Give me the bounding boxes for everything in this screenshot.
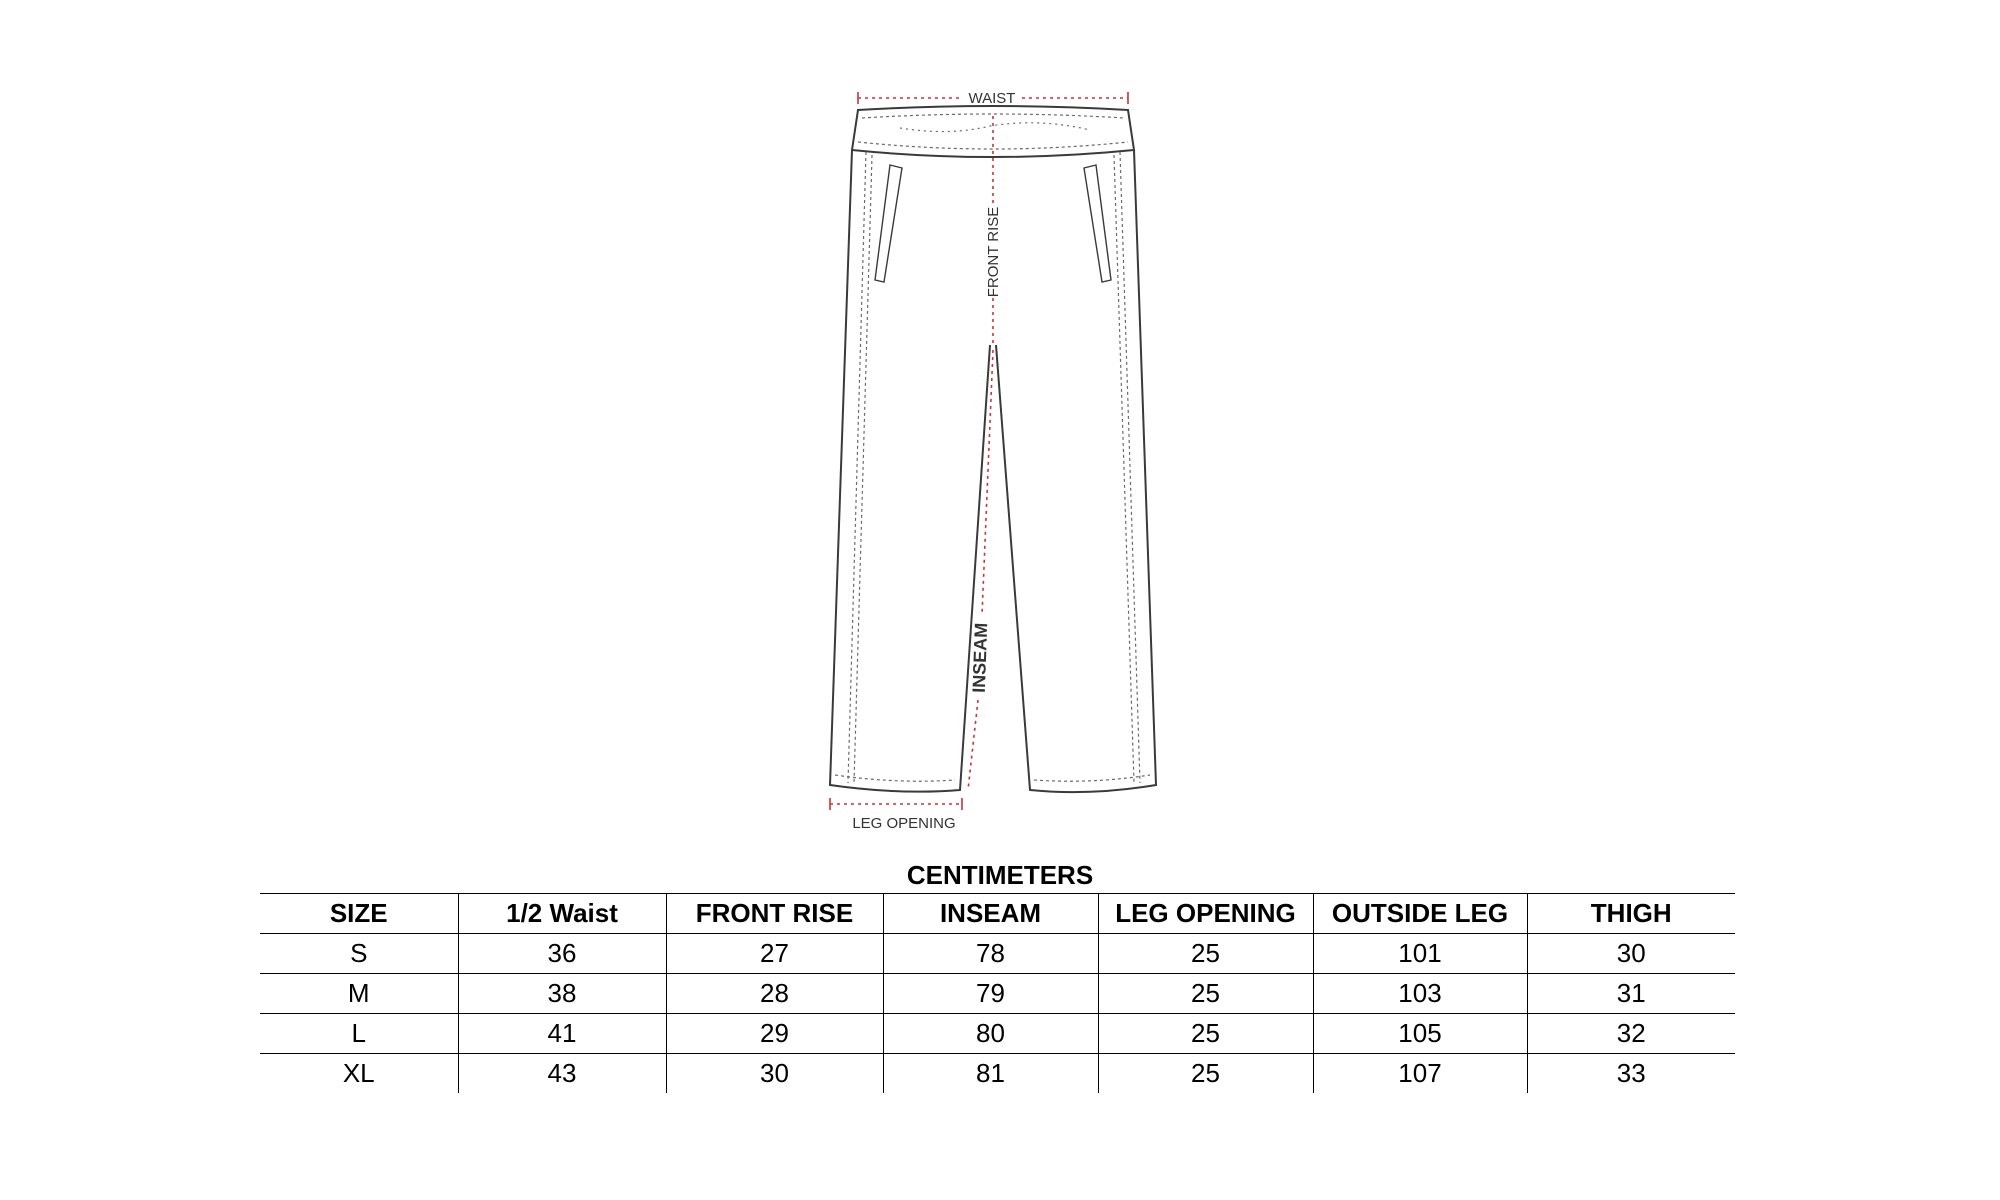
cell-thigh: 32 — [1527, 1014, 1735, 1054]
header-size: SIZE — [260, 894, 458, 934]
right-pocket — [1084, 165, 1111, 282]
leg-opening-label: LEG OPENING — [852, 815, 956, 832]
cell-outside-leg: 103 — [1313, 974, 1527, 1014]
cell-front-rise: 29 — [666, 1014, 883, 1054]
table-row — [260, 974, 1735, 1014]
left-leg — [830, 150, 990, 792]
cell-size: M — [260, 974, 458, 1014]
cell-half-waist: 36 — [458, 934, 666, 974]
header-inseam: INSEAM — [883, 894, 1098, 934]
cell-thigh: 30 — [1527, 934, 1735, 974]
table-title: CENTIMETERS — [906, 860, 1094, 890]
cell-front-rise: 28 — [666, 974, 883, 1014]
cell-thigh: 33 — [1527, 1054, 1735, 1094]
cell-size: S — [260, 934, 458, 974]
cell-outside-leg: 101 — [1313, 934, 1527, 974]
cell-front-rise: 30 — [666, 1054, 883, 1094]
waist-label: WAIST — [968, 90, 1016, 107]
cell-outside-leg: 105 — [1313, 1014, 1527, 1054]
cell-outside-leg: 107 — [1313, 1054, 1527, 1094]
cell-inseam: 81 — [883, 1054, 1098, 1094]
right-leg — [996, 150, 1156, 792]
header-half-waist: 1/2 Waist — [458, 894, 666, 934]
cell-leg-opening: 25 — [1098, 974, 1313, 1014]
table-row — [260, 1014, 1735, 1054]
table-header-row — [260, 894, 1735, 934]
leg-opening-measure-line — [830, 798, 962, 810]
cell-size: L — [260, 1014, 458, 1054]
front-rise-label: FRONT RISE — [985, 206, 1002, 298]
cell-leg-opening: 25 — [1098, 1014, 1313, 1054]
size-chart-table — [260, 893, 1735, 1093]
cell-inseam: 79 — [883, 974, 1098, 1014]
cell-thigh: 31 — [1527, 974, 1735, 1014]
cell-size: XL — [260, 1054, 458, 1094]
header-outside-leg: OUTSIDE LEG — [1313, 894, 1527, 934]
cell-front-rise: 27 — [666, 934, 883, 974]
cell-leg-opening: 25 — [1098, 934, 1313, 974]
cell-leg-opening: 25 — [1098, 1054, 1313, 1094]
table-row — [260, 934, 1735, 974]
left-pocket — [875, 165, 902, 282]
header-front-rise: FRONT RISE — [666, 894, 883, 934]
inseam-measure-line — [968, 350, 993, 790]
cell-half-waist: 41 — [458, 1014, 666, 1054]
header-thigh: THIGH — [1527, 894, 1735, 934]
cell-half-waist: 43 — [458, 1054, 666, 1094]
header-leg-opening: LEG OPENING — [1098, 894, 1313, 934]
inseam-label: INSEAM — [968, 622, 992, 694]
table-row — [260, 1054, 1735, 1094]
cell-inseam: 80 — [883, 1014, 1098, 1054]
cell-half-waist: 38 — [458, 974, 666, 1014]
cell-inseam: 78 — [883, 934, 1098, 974]
